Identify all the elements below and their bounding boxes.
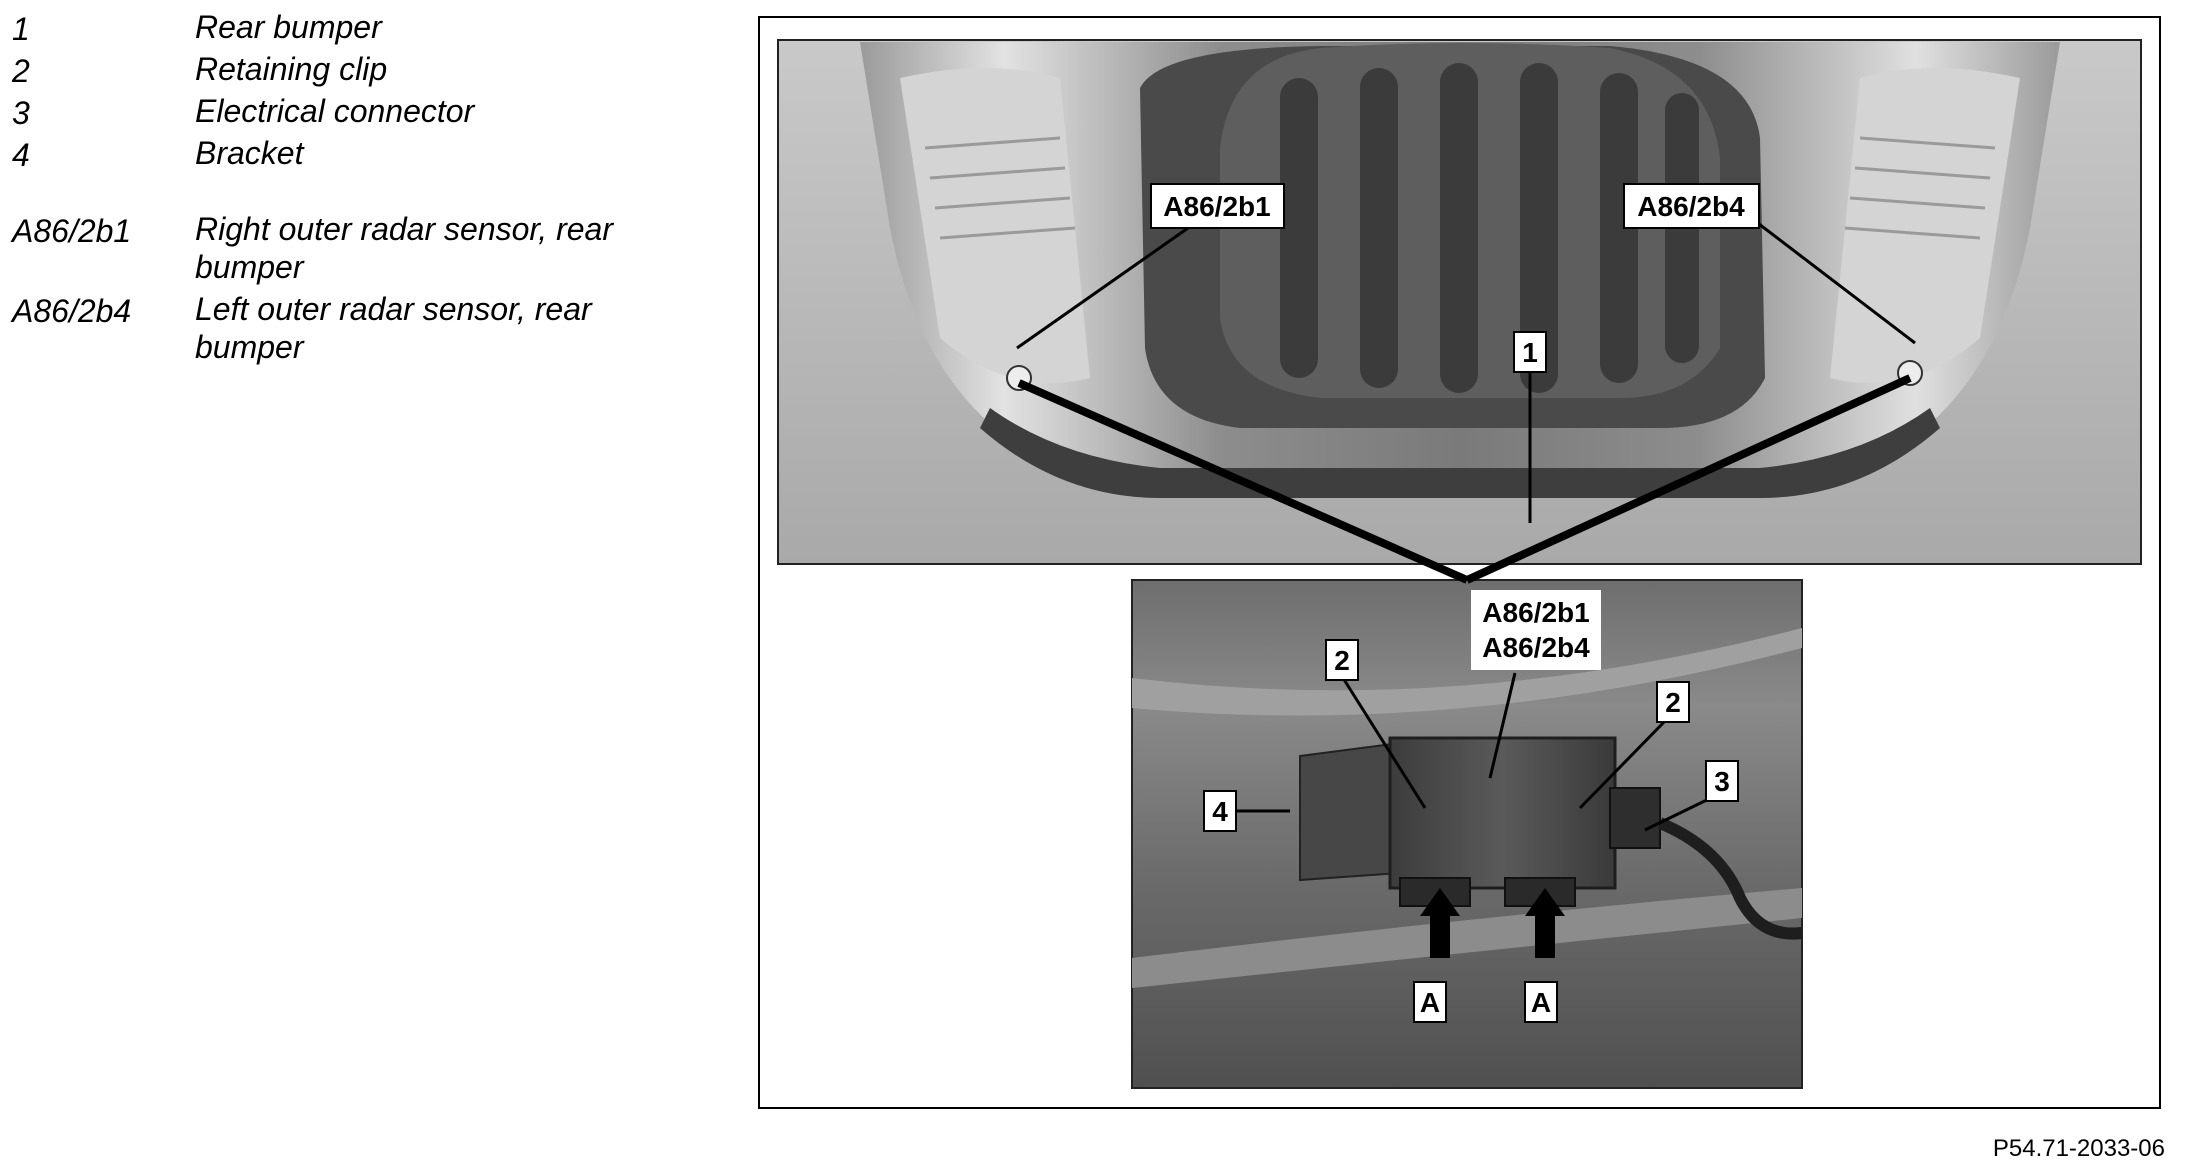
callout-bumper: 1 bbox=[1522, 337, 1538, 368]
legend-desc-line: Left outer radar sensor, rear bbox=[195, 291, 592, 327]
top-photo bbox=[778, 40, 2141, 564]
legend-desc: Retaining clip bbox=[195, 51, 388, 87]
figure-frame bbox=[758, 16, 2161, 1109]
callout-clip-right: 2 bbox=[1665, 687, 1681, 718]
legend-desc: Electrical connector bbox=[195, 93, 475, 129]
legend-item-2 bbox=[12, 50, 712, 92]
legend-item-a86-2b4 bbox=[12, 290, 712, 366]
legend-code: 3 bbox=[12, 95, 30, 131]
legend-code: A86/2b1 bbox=[12, 213, 132, 249]
callout-arrow-left: A bbox=[1419, 987, 1441, 1018]
detail-photo bbox=[1132, 580, 1802, 1088]
callout-detail-line2: A86/2b4 bbox=[1482, 632, 1590, 663]
legend-desc-line: bumper bbox=[195, 249, 304, 285]
callout-connector: 3 bbox=[1714, 766, 1730, 797]
callout-bracket: 4 bbox=[1212, 796, 1228, 827]
legend-code: 2 bbox=[12, 53, 30, 89]
legend-desc bbox=[195, 290, 645, 366]
legend-desc-line: bumper bbox=[195, 329, 304, 365]
callout-arrow-right: A bbox=[1530, 987, 1552, 1018]
legend-desc: Rear bumper bbox=[195, 9, 382, 45]
bracket-shape bbox=[1300, 743, 1400, 880]
legend-item-3 bbox=[12, 92, 712, 134]
legend-desc bbox=[195, 210, 645, 286]
legend-desc: Bracket bbox=[195, 135, 304, 171]
diagram-canvas bbox=[760, 18, 2159, 1107]
radar-sensor-shape bbox=[1390, 738, 1615, 888]
legend-code: 4 bbox=[12, 137, 30, 173]
legend-desc-line: Right outer radar sensor, rear bbox=[195, 211, 613, 247]
legend-item-a86-2b1 bbox=[12, 210, 712, 286]
connector-shape bbox=[1610, 788, 1660, 848]
figure-reference-code: P54.71-2033-06 bbox=[1992, 1135, 2165, 1162]
legend-item-4 bbox=[12, 134, 712, 176]
legend-item-1 bbox=[12, 8, 712, 50]
callout-top-right: A86/2b4 bbox=[1637, 191, 1745, 222]
callout-top-left: A86/2b1 bbox=[1163, 191, 1271, 222]
legend-code: 1 bbox=[12, 11, 30, 47]
legend bbox=[12, 8, 712, 370]
callout-detail-line1: A86/2b1 bbox=[1482, 597, 1590, 628]
legend-code: A86/2b4 bbox=[12, 293, 132, 329]
callout-clip-left: 2 bbox=[1334, 645, 1350, 676]
